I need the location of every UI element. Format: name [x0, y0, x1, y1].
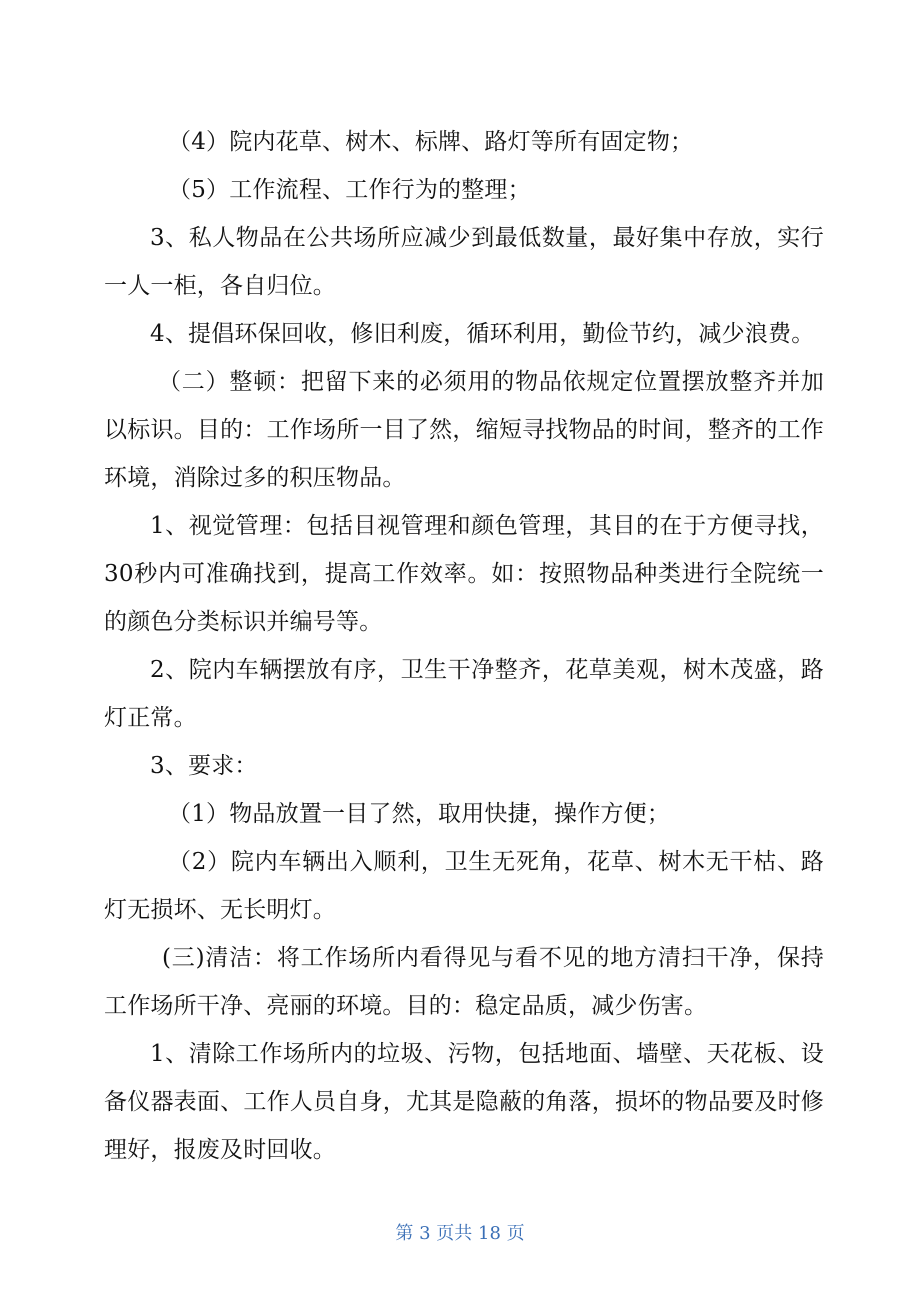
paragraph-requirement-2: （2）院内车辆出入顺利，卫生无死角，花草、树木无干枯、路灯无损坏、无长明灯。 — [104, 849, 824, 923]
section-heading-arrangement: （二）整顿：把留下来的必须用的物品依规定位置摆放整齐并加以标识。目的：工作场所一目了然，缩短寻找物品的时间，整齐的工作环境，消除过多的积压物品。 — [104, 369, 824, 491]
paragraph-item-4-fixtures: （4）院内花草、树木、标牌、路灯等所有固定物； — [168, 129, 694, 155]
paragraph-clean-workplace: 1、清除工作场所内的垃圾、污物，包括地面、墙壁、天花板、设备仪器表面、工作人员自身，尤其是隐蔽的角落，损坏的物品要及时修理好，报废及时回收。 — [104, 1041, 824, 1163]
page-number-footer: 第 3 页共 18 页 — [395, 1223, 525, 1244]
paragraph-item-5-workflow: （5）工作流程、工作行为的整理； — [168, 177, 531, 203]
paragraph-requirements-heading: 3、要求： — [150, 753, 258, 779]
section-heading-cleaning: (三)清洁：将工作场所内看得见与看不见的地方清扫干净，保持工作场所干净、亮丽的环境。目的：稳定品质，减少伤害。 — [104, 945, 824, 1019]
paragraph-recycling: 4、提倡环保回收，修旧利废，循环利用，勤俭节约，减少浪费。 — [150, 321, 815, 347]
paragraph-personal-items: 3、私人物品在公共场所应减少到最低数量，最好集中存放，实行一人一柜，各自归位。 — [104, 225, 824, 299]
paragraph-visual-management: 1、视觉管理：包括目视管理和颜色管理，其目的在于方便寻找，30秒内可准确找到，提高工作效率。如：按照物品种类进行全院统一的颜色分类标识并编号等。 — [104, 513, 824, 635]
paragraph-requirement-1: （1）物品放置一目了然，取用快捷，操作方便； — [168, 801, 671, 827]
paragraph-vehicle-order: 2、院内车辆摆放有序，卫生干净整齐，花草美观，树木茂盛，路灯正常。 — [104, 657, 824, 731]
